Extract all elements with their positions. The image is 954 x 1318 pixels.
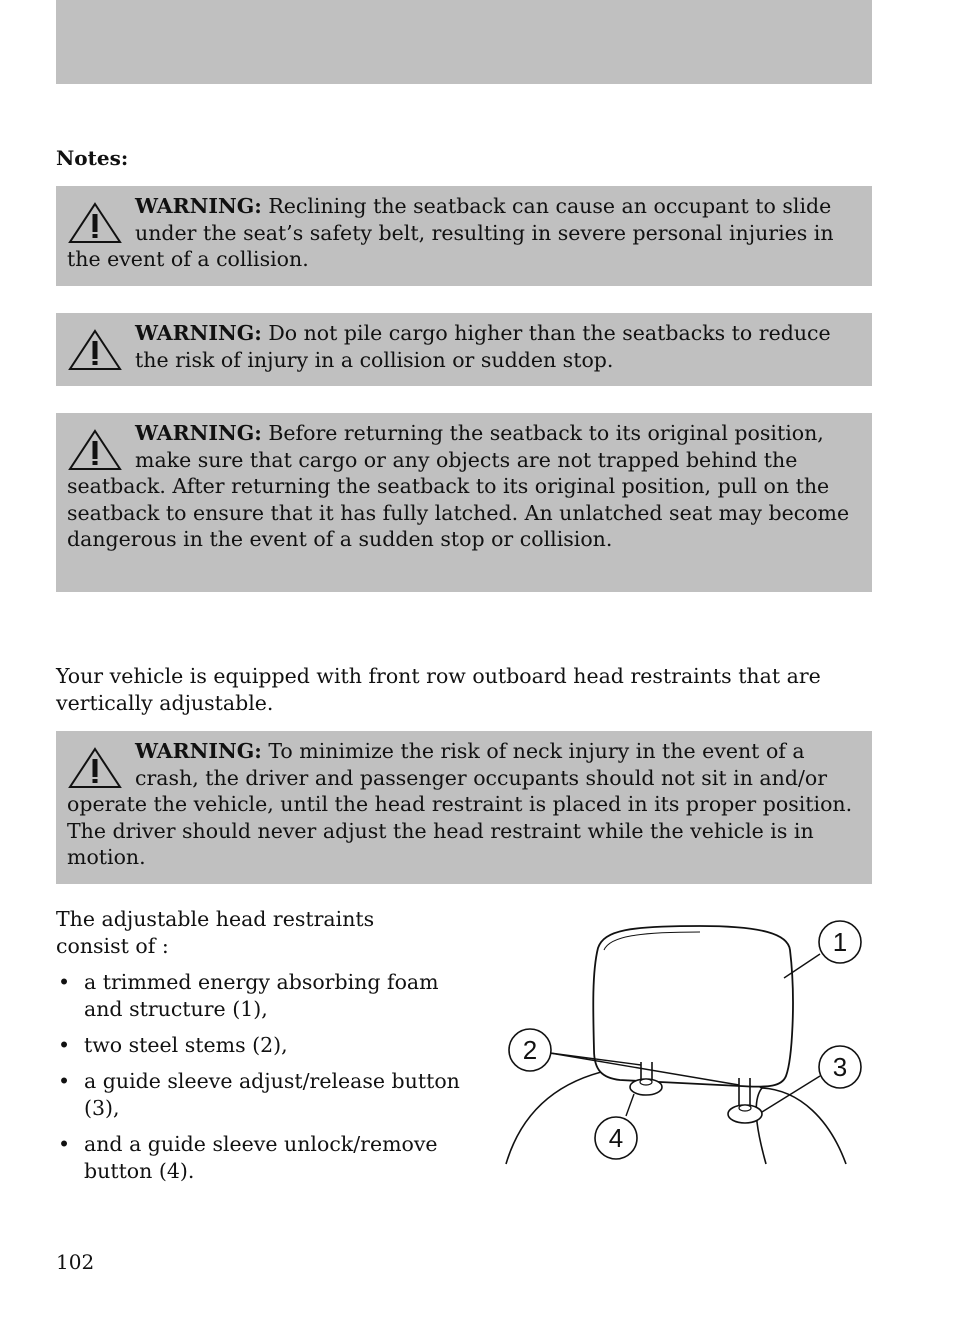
callout-label-1: 1 — [832, 927, 848, 957]
list-item: • and a guide sleeve unlock/remove button (4). — [56, 1131, 476, 1185]
warning-label: WARNING: — [135, 194, 262, 218]
warning-triangle-icon — [67, 201, 123, 245]
callout-label-3: 3 — [832, 1052, 848, 1082]
notes-heading: Notes: — [56, 146, 129, 170]
head-restraint-illustration — [500, 910, 870, 1170]
list-item: • two steel stems (2), — [56, 1032, 476, 1059]
list-intro: The adjustable head restraints consist of : — [56, 907, 375, 958]
warning-box-neck-injury — [56, 731, 872, 884]
head-restraint-diagram — [500, 910, 870, 1170]
warning-label: WARNING: — [135, 321, 262, 345]
warning-text: To minimize the risk of neck injury in the event of a crash, the driver and passenger occupants should not sit in and/or operate the vehicle, until the head restraint is placed in its proper position. The driver should never adjust the head restraint while the vehicle is in motion. — [67, 739, 853, 869]
warning-box-reclining — [56, 186, 872, 286]
header-bar — [56, 0, 872, 84]
warning-text: Do not pile cargo higher than the seatbacks to reduce the risk of injury in a collision or sudden stop. — [135, 321, 831, 372]
intro-paragraph: Your vehicle is equipped with front row outboard head restraints that are vertically adjustable. — [56, 664, 821, 715]
warning-triangle-icon — [67, 328, 123, 372]
warning-label: WARNING: — [135, 739, 262, 763]
component-list — [56, 969, 476, 1194]
list-item: • a guide sleeve adjust/release button (3), — [56, 1068, 476, 1122]
warning-label: WARNING: — [135, 421, 262, 445]
warning-box-cargo — [56, 313, 872, 386]
warning-triangle-icon — [67, 746, 123, 790]
warning-triangle-icon — [67, 428, 123, 472]
callout-label-4: 4 — [608, 1123, 624, 1153]
callout-label-2: 2 — [522, 1035, 538, 1065]
warning-text: Before returning the seatback to its original position, make sure that cargo or any objects are not trapped behind the seatback. After returning the seatback to its original position, pull on the seatback to ensure that it has fully latched. An unlatched seat may become dangerous in the event of a sudden stop or collision. — [67, 421, 850, 551]
warning-text: Reclining the seatback can cause an occupant to slide under the seat’s safety belt, resulting in severe personal injuries in the event of a collision. — [67, 194, 834, 271]
warning-box-seatback-return — [56, 413, 872, 592]
list-item: • a trimmed energy absorbing foam and structure (1), — [56, 969, 476, 1023]
page-number: 102 — [56, 1250, 95, 1274]
